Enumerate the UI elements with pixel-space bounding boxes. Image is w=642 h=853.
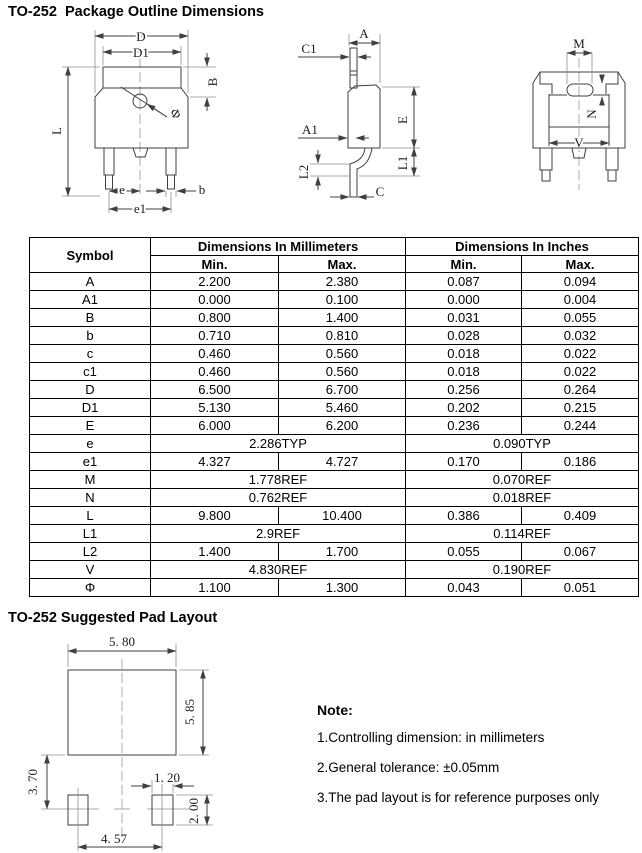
- back-lead-right: [606, 148, 618, 170]
- table-cell: 0.000: [151, 291, 279, 309]
- table-cell: 0.190REF: [406, 561, 639, 579]
- symbol-cell: E: [30, 417, 151, 435]
- table-cell: 5.460: [279, 399, 406, 417]
- outline-title: TO-252 Package Outline Dimensions: [8, 4, 264, 20]
- dim-label-D: D: [136, 29, 146, 44]
- dim-label-e1: e1: [133, 201, 147, 216]
- table-cell: 0.018: [406, 363, 522, 381]
- inches-header: Dimensions In Inches: [406, 238, 639, 256]
- table-row: [30, 327, 639, 345]
- side-view: [296, 26, 420, 199]
- symbol-cell: L2: [30, 543, 151, 561]
- table-row: [30, 453, 639, 471]
- symbol-cell: D: [30, 381, 151, 399]
- table-cell: 0.022: [522, 363, 639, 381]
- table-cell: 0.070REF: [406, 471, 639, 489]
- back-lead-left: [540, 148, 552, 170]
- symbol-cell: M: [30, 471, 151, 489]
- table-row: [30, 363, 639, 381]
- symbol-cell: L1: [30, 525, 151, 543]
- pad-dim-pad-width: 1. 20: [154, 770, 180, 785]
- dim-label-C: C: [375, 184, 385, 199]
- mm-header: Dimensions In Millimeters: [151, 238, 406, 256]
- symbol-cell: Φ: [30, 579, 151, 597]
- symbol-cell: N: [30, 489, 151, 507]
- table-row: [30, 273, 639, 291]
- side-body-outline: [348, 85, 380, 148]
- table-row: [30, 579, 639, 597]
- table-cell: 4.327: [151, 453, 279, 471]
- table-cell: 2.200: [151, 273, 279, 291]
- table-cell: 0.186: [522, 453, 639, 471]
- dim-label-D1: D1: [133, 45, 149, 60]
- table-cell: 0.710: [151, 327, 279, 345]
- table-cell: 0.018REF: [406, 489, 639, 507]
- table-cell: 4.830REF: [151, 561, 406, 579]
- table-cell: 0.055: [406, 543, 522, 561]
- table-cell: 0.409: [522, 507, 639, 525]
- table-cell: 1.778REF: [151, 471, 406, 489]
- table-cell: 1.300: [279, 579, 406, 597]
- symbol-cell: e1: [30, 453, 151, 471]
- pad-layout-drawing: [15, 628, 245, 853]
- dim-label-L1: L1: [395, 155, 410, 171]
- table-cell: 0.386: [406, 507, 522, 525]
- table-row: [30, 507, 639, 525]
- symbol-cell: L: [30, 507, 151, 525]
- table-cell: 2.286TYP: [151, 435, 406, 453]
- table-cell: 0.087: [406, 273, 522, 291]
- dim-label-A1: A1: [302, 122, 318, 137]
- front-lead-right: [166, 148, 176, 175]
- note-item-2: 2.General tolerance: ±0.05mm: [317, 760, 500, 775]
- front-tab-outline: [103, 67, 181, 88]
- table-cell: 10.400: [279, 507, 406, 525]
- table-cell: 5.130: [151, 399, 279, 417]
- note-block: [317, 702, 599, 820]
- dim-label-V: V: [574, 135, 584, 150]
- pad-dim-pad-pitch: 4. 57: [101, 831, 127, 846]
- table-cell: 0.031: [406, 309, 522, 327]
- dim-label-C1: C1: [301, 41, 317, 56]
- symbol-cell: V: [30, 561, 151, 579]
- table-cell: 0.004: [522, 291, 639, 309]
- table-row: [30, 291, 639, 309]
- symbol-cell: e: [30, 435, 151, 453]
- symbol-cell: b: [30, 327, 151, 345]
- pad-layout-title: TO-252 Suggested Pad Layout: [8, 610, 218, 626]
- table-cell: 0.256: [406, 381, 522, 399]
- dim-label-b: b: [198, 182, 206, 197]
- table-cell: 2.9REF: [151, 525, 406, 543]
- table-row: [30, 489, 639, 507]
- table-cell: 0.018: [406, 345, 522, 363]
- dim-label-L2: L2: [296, 164, 311, 180]
- back-view: [533, 36, 625, 190]
- package-outline-drawings: [0, 0, 642, 235]
- table-row: [30, 471, 639, 489]
- note-item-1: 1.Controlling dimension: in millimeters: [317, 730, 545, 745]
- pad-dim-left-offset: 3. 70: [25, 769, 40, 795]
- table-cell: 6.500: [151, 381, 279, 399]
- table-cell: 0.067: [522, 543, 639, 561]
- table-row: [30, 309, 639, 327]
- back-slot: [567, 84, 593, 96]
- table-cell: 0.202: [406, 399, 522, 417]
- table-cell: 0.032: [522, 327, 639, 345]
- front-center-stub: [133, 148, 148, 157]
- table-row: [30, 525, 639, 543]
- symbol-cell: A1: [30, 291, 151, 309]
- note-title: Note:: [317, 702, 353, 718]
- lead-pad-right: [152, 795, 173, 825]
- table-cell: 0.810: [279, 327, 406, 345]
- table-cell: 0.100: [279, 291, 406, 309]
- table-cell: 1.700: [279, 543, 406, 561]
- table-cell: 4.727: [279, 453, 406, 471]
- pad-dim-top-width: 5. 80: [109, 634, 135, 649]
- dim-label-A: A: [359, 26, 369, 41]
- symbol-header: Symbol: [30, 238, 151, 273]
- dim-label-L: L: [49, 127, 64, 135]
- symbol-cell: c1: [30, 363, 151, 381]
- dim-label-phi: Φ: [167, 104, 185, 123]
- table-row: [30, 561, 639, 579]
- in-min-header: Min.: [406, 256, 522, 273]
- dim-label-N: N: [584, 109, 599, 119]
- table-row: [30, 435, 639, 453]
- table-cell: 1.100: [151, 579, 279, 597]
- table-cell: 1.400: [151, 543, 279, 561]
- symbol-cell: B: [30, 309, 151, 327]
- table-cell: 0.028: [406, 327, 522, 345]
- front-view: [49, 29, 220, 216]
- table-cell: 0.560: [279, 363, 406, 381]
- table-cell: 0.043: [406, 579, 522, 597]
- table-cell: 0.460: [151, 363, 279, 381]
- symbol-cell: D1: [30, 399, 151, 417]
- table-cell: 9.800: [151, 507, 279, 525]
- pad-dim-right-height: 5. 85: [182, 699, 197, 725]
- table-cell: 0.055: [522, 309, 639, 327]
- table-cell: 0.762REF: [151, 489, 406, 507]
- table-cell: 0.000: [406, 291, 522, 309]
- table-cell: 0.264: [522, 381, 639, 399]
- table-cell: 0.051: [522, 579, 639, 597]
- table-cell: 0.170: [406, 453, 522, 471]
- table-cell: 0.236: [406, 417, 522, 435]
- pad-dim-pad-height: 2. 00: [186, 798, 201, 824]
- dim-label-E: E: [395, 116, 410, 124]
- table-row: [30, 345, 639, 363]
- table-cell: 1.400: [279, 309, 406, 327]
- table-cell: 0.244: [522, 417, 639, 435]
- table-cell: 0.090TYP: [406, 435, 639, 453]
- dim-label-M: M: [573, 36, 585, 51]
- table-cell: 0.460: [151, 345, 279, 363]
- table-row: [30, 399, 639, 417]
- symbol-cell: A: [30, 273, 151, 291]
- dimensions-table: [29, 237, 639, 597]
- mm-min-header: Min.: [151, 256, 279, 273]
- dim-label-e: e: [119, 182, 125, 197]
- mm-max-header: Max.: [279, 256, 406, 273]
- side-lead-outline: [350, 148, 372, 197]
- table-cell: 0.094: [522, 273, 639, 291]
- table-cell: 0.800: [151, 309, 279, 327]
- table-cell: 6.000: [151, 417, 279, 435]
- note-item-3: 3.The pad layout is for reference purposes only: [317, 790, 600, 805]
- table-cell: 6.700: [279, 381, 406, 399]
- side-tab-outline: [350, 48, 357, 88]
- table-cell: 0.560: [279, 345, 406, 363]
- table-cell: 6.200: [279, 417, 406, 435]
- in-max-header: Max.: [522, 256, 639, 273]
- table-row: [30, 417, 639, 435]
- table-row: [30, 381, 639, 399]
- symbol-cell: c: [30, 345, 151, 363]
- front-lead-left: [104, 148, 114, 175]
- table-row: [30, 543, 639, 561]
- table-cell: 0.022: [522, 345, 639, 363]
- dim-label-B: B: [205, 77, 220, 87]
- table-cell: 0.114REF: [406, 525, 639, 543]
- table-cell: 2.380: [279, 273, 406, 291]
- table-cell: 0.215: [522, 399, 639, 417]
